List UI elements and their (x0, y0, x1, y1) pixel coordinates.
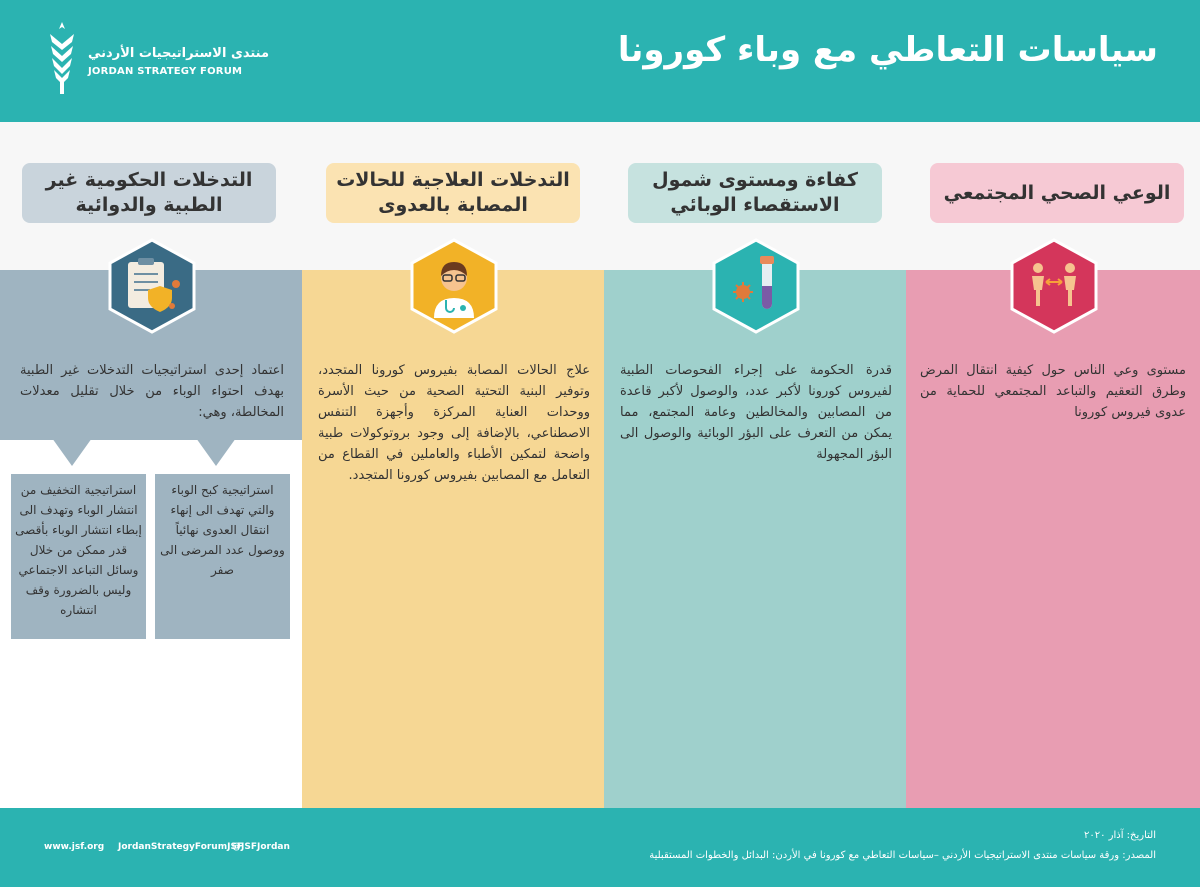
label-therapeutic-interventions: التدخلات العلاجية للحالات المصابة بالعدوى (326, 163, 580, 223)
page-title: سياسات التعاطي مع وباء كورونا (617, 30, 1158, 70)
test-tube-virus-icon (710, 238, 802, 334)
description-epidemiological-survey: قدرة الحكومة على إجراء الفحوصات الطبية لفيروس كورونا لأكبر عدد، والوصول لأكبر قاعدة من المصابين والمخالطين وعامة المجتمع، مما يمكن من التعرف على البؤر الوبائية والوصول الى البؤر المجهولة (620, 363, 892, 462)
header-bar (0, 0, 1200, 122)
strategy-mitigation-box: استراتيجية التخفيف من انتشار الوباء وتهدف الى إبطاء انتشار الوباء بأقصى قدر ممكن من خلال وسائل التباعد الاجتماعي وليس بالضرورة وقف انتشاره (11, 474, 146, 639)
strategy-suppression-box: استراتيجية كبح الوباء والتي تهدف الى إنهاء انتقال العدوى نهائياً ووصول عدد المرضى الى صفر (155, 474, 290, 639)
jsf-logo[interactable] (42, 22, 270, 94)
jsf-emblem-icon (42, 22, 82, 94)
clipboard-shield-icon (106, 238, 198, 334)
column-therapeutic-interventions (302, 270, 604, 808)
doctor-icon (408, 238, 500, 334)
description-therapeutic-interventions: علاج الحالات المصابة بفيروس كورونا المتجدد، وتوفير البنية التحتية الصحية من حيث الأسرة ووحدات العناية المركزة وأجهزة التنفس الاصطناعي، بالإضافة إلى وجود بروتوكولات طبية واضحة لتمكين الأطباء والعاملين في القطاع من التعامل مع المصابين بفيروس كورونا المتجدد. (318, 363, 590, 483)
social-distancing-icon (1008, 238, 1100, 334)
twitter-link[interactable]: @JSFJordan (232, 842, 290, 852)
logo-english-name: JORDAN STRATEGY FORUM (88, 66, 243, 77)
source-text: المصدر: ورقة سياسات منتدى الاستراتيجيات الأردني –سياسات التعاطي مع كورونا في الأردن: البدائل والخطوات المستقبلية (649, 850, 1156, 861)
date-text: التاريخ: آذار ٢٠٢٠ (1083, 830, 1156, 841)
description-government-interventions: اعتماد إحدى استراتيجيات التدخلات غير الطبية بهدف احتواء الوباء من خلال تقليل معدلات المخالطة، وهي: (20, 363, 284, 420)
website-link[interactable]: www.jsf.org (44, 842, 105, 852)
label-government-interventions: التدخلات الحكومية غير الطبية والدوائية (22, 163, 276, 223)
facebook-link[interactable]: JordanStrategyForumJSF (118, 842, 244, 852)
column-health-awareness (906, 270, 1200, 808)
logo-arabic-name: منتدى الاستراتيجيات الأردني (88, 46, 270, 61)
column-bottom-notches (0, 438, 302, 472)
label-epidemiological-survey: كفاءة ومستوى شمول الاستقصاء الوبائي (628, 163, 882, 223)
column-epidemiological-survey (604, 270, 906, 808)
description-health-awareness: مستوى وعي الناس حول كيفية انتقال المرض وطرق التعقيم والتباعد المجتمعي للحماية من عدوى فيروس كورونا (920, 363, 1186, 420)
label-health-awareness: الوعي الصحي المجتمعي (930, 163, 1184, 223)
